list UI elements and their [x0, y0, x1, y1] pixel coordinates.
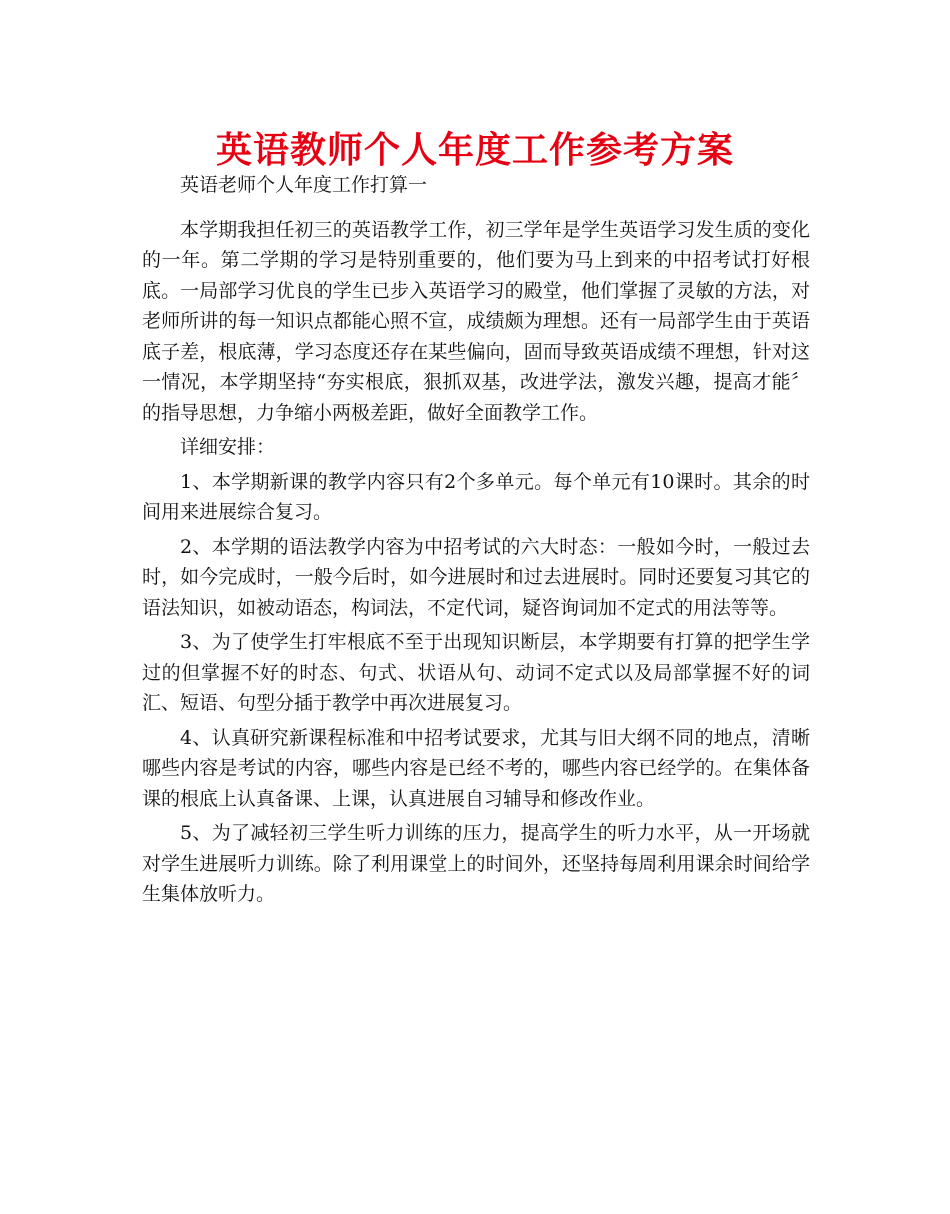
document-subtitle: 英语老师个人年度工作打算一: [180, 174, 428, 196]
document-title: 英语教师个人年度工作参考方案: [215, 130, 734, 171]
paragraph-item-3: 3、为了使学生打牢根底不至于出现知识断层，本学期要有打算的把学生学过的但掌握不好的时态、句式、状语从句、动词不定式以及局部掌握不好的词汇、短语、句型分插于教学中再次进展复习。: [142, 631, 810, 714]
paragraph-item-2: 2、本学期的语法教学内容为中招考试的六大时态：一般如今时，一般过去时，如今完成时，一般今后时，如今进展时和过去进展时。同时还要复习其它的语法知识，如被动语态，构词法，不定代词，疑咨询词加不定式的用法等等。: [142, 535, 810, 619]
paragraph-item-5: 5、为了减轻初三学生听力训练的压力，提高学生的听力水平，从一开场就对学生进展听力训练。除了利用课堂上的时间外，还坚持每周利用课余时间给学生集体放听力。: [142, 822, 810, 905]
paragraph-item-4: 4、认真研究新课程标准和中招考试要求，尤其与旧大纲不同的地点，清晰哪些内容是考试的内容，哪些内容是已经不考的，哪些内容已经学的。在集体备课的根底上认真备课、上课，认真进展自习辅导和修改作业。: [142, 726, 810, 810]
paragraph-plan-heading: 详细安排：: [180, 436, 276, 458]
paragraph-item-1: 1、本学期新课的教学内容只有2个多单元。每个单元有10课时。其余的时间用来进展综合复习。: [142, 470, 810, 523]
paragraph-intro: 本学期我担任初三的英语教学工作，初三学年是学生英语学习发生质的变化的一年。第二学期的学习是特别重要的，他们要为马上到来的中招考试打好根底。一局部学习优良的学生已步入英语学习的殿堂，他们掌握了灵敏的方法，对老师所讲的每一知识点都能心照不宣，成绩颇为理想。还有一局部学生由于英语底子差，根底薄，学习态度还存在某些偏向，固而导致英语成绩不理想，针对这一情况，本学期坚持“夯实根底，狠抓双基，改进学法，激发兴趣，提高才能〞的指导思想，力争缩小两极差距，做好全面教学工作。: [142, 218, 810, 424]
document-body: [142, 170, 810, 910]
